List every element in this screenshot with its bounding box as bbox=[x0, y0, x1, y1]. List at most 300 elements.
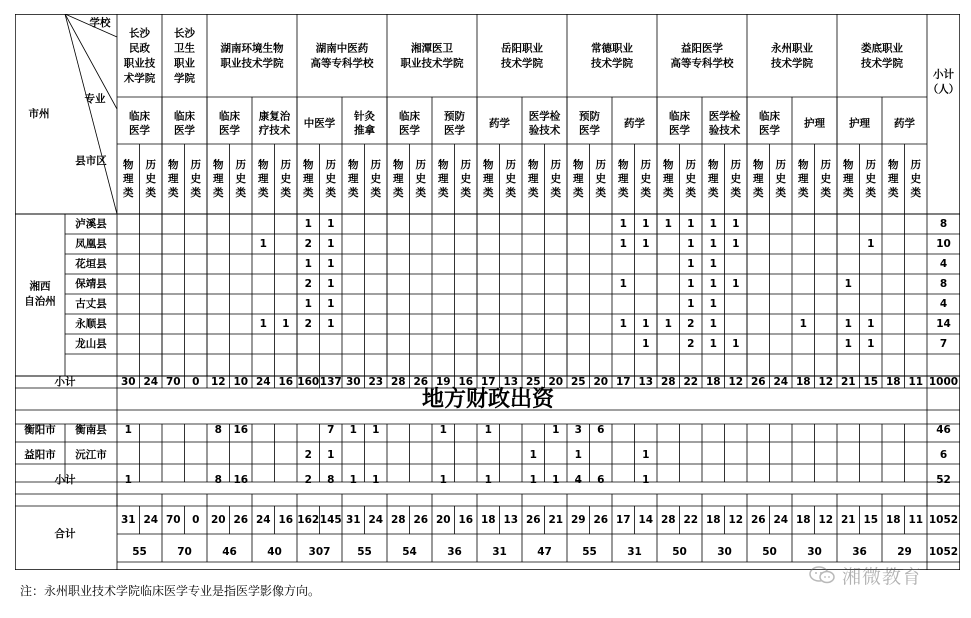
grand-cell: 20 bbox=[435, 514, 451, 526]
subtotal-cell: 16 bbox=[458, 376, 474, 388]
grand-cell: 0 bbox=[192, 514, 200, 526]
track-physics: 理 bbox=[168, 173, 179, 185]
track-physics: 理 bbox=[258, 173, 269, 185]
grand-cell: 13 bbox=[503, 514, 519, 526]
city-label: 衡阳市 bbox=[24, 424, 56, 436]
track-physics: 物 bbox=[618, 159, 629, 171]
major-name: 临床 bbox=[174, 110, 195, 123]
city-label: 益阳市 bbox=[24, 449, 56, 461]
school-name: 湘潭医卫 bbox=[411, 42, 453, 55]
track-history: 类 bbox=[415, 187, 426, 199]
subtotal-cell: 18 bbox=[885, 376, 901, 388]
subtotal-total: 1000 bbox=[928, 376, 959, 388]
quota-cell: 8 bbox=[214, 424, 222, 436]
track-history: 历 bbox=[370, 159, 381, 171]
enrollment-quota-table bbox=[15, 14, 960, 570]
track-history: 类 bbox=[775, 187, 786, 199]
grand-cell: 15 bbox=[863, 514, 879, 526]
track-physics: 理 bbox=[393, 173, 404, 185]
quota-cell: 1 bbox=[327, 318, 335, 330]
track-physics: 类 bbox=[168, 187, 179, 199]
grand-cell: 16 bbox=[278, 514, 294, 526]
subtotal-cell: 8 bbox=[214, 474, 222, 486]
school-name: 永州职业 bbox=[771, 42, 813, 55]
county-label: 凤凰县 bbox=[75, 238, 107, 250]
track-physics: 理 bbox=[213, 173, 224, 185]
major-sum: 55 bbox=[582, 546, 597, 558]
row-total: 6 bbox=[939, 449, 948, 461]
grand-cell: 21 bbox=[548, 514, 564, 526]
school-name: 术学院 bbox=[123, 72, 156, 85]
quota-cell: 1 bbox=[484, 424, 492, 436]
track-history: 历 bbox=[145, 159, 156, 171]
quota-cell: 1 bbox=[687, 258, 695, 270]
major-name: 医学 bbox=[174, 124, 195, 137]
watermark-text: 湘微教育 bbox=[842, 565, 923, 588]
quota-cell: 1 bbox=[327, 218, 335, 230]
quota-cell: 7 bbox=[327, 424, 335, 436]
subtotal-cell: 1 bbox=[642, 474, 650, 486]
track-physics: 物 bbox=[753, 159, 764, 171]
track-physics: 理 bbox=[573, 173, 584, 185]
track-physics: 类 bbox=[483, 187, 494, 199]
track-physics: 类 bbox=[213, 187, 224, 199]
track-physics: 类 bbox=[663, 187, 674, 199]
major-sum: 36 bbox=[447, 546, 462, 558]
quota-cell: 1 bbox=[372, 424, 380, 436]
track-history: 史 bbox=[505, 173, 516, 185]
major-sum: 54 bbox=[402, 546, 417, 558]
county-label: 花垣县 bbox=[75, 258, 107, 270]
grand-cell: 162 bbox=[297, 514, 320, 526]
quota-cell: 1 bbox=[687, 238, 695, 250]
track-history: 类 bbox=[640, 187, 651, 199]
track-physics: 物 bbox=[303, 159, 314, 171]
grand-cell: 17 bbox=[615, 514, 631, 526]
grand-cell: 28 bbox=[390, 514, 406, 526]
quota-cell: 1 bbox=[619, 218, 627, 230]
grand-cell: 12 bbox=[818, 514, 834, 526]
major-name: 医学 bbox=[444, 124, 465, 137]
track-history: 史 bbox=[280, 173, 291, 185]
grand-cell: 21 bbox=[840, 514, 856, 526]
school-name: 职业技术学院 bbox=[400, 57, 464, 70]
major-sum: 31 bbox=[492, 546, 507, 558]
track-physics: 物 bbox=[168, 159, 179, 171]
grand-cell: 26 bbox=[750, 514, 766, 526]
grand-total-label: 合计 bbox=[54, 528, 76, 540]
quota-cell: 3 bbox=[574, 424, 582, 436]
quota-cell: 1 bbox=[687, 218, 695, 230]
track-physics: 物 bbox=[528, 159, 539, 171]
major-name: 医学检 bbox=[528, 110, 561, 123]
subtotal-cell: 25 bbox=[570, 376, 586, 388]
major-name: 临床 bbox=[759, 110, 780, 123]
quota-cell: 1 bbox=[867, 318, 875, 330]
school-name: 民政 bbox=[129, 42, 150, 55]
grand-cell: 24 bbox=[368, 514, 384, 526]
track-history: 类 bbox=[325, 187, 336, 199]
track-history: 历 bbox=[280, 159, 291, 171]
track-physics: 类 bbox=[843, 187, 854, 199]
track-history: 类 bbox=[550, 187, 561, 199]
quota-cell: 1 bbox=[327, 238, 335, 250]
track-history: 历 bbox=[235, 159, 246, 171]
track-physics: 类 bbox=[798, 187, 809, 199]
major-name: 临床 bbox=[129, 110, 150, 123]
school-name: 常德职业 bbox=[591, 42, 633, 55]
track-physics: 物 bbox=[708, 159, 719, 171]
track-history: 历 bbox=[505, 159, 516, 171]
track-history: 史 bbox=[325, 173, 336, 185]
track-physics: 理 bbox=[663, 173, 674, 185]
quota-cell: 1 bbox=[844, 338, 852, 350]
quota-cell: 1 bbox=[732, 218, 740, 230]
county-label: 衡南县 bbox=[75, 424, 107, 436]
subtotal-cell: 24 bbox=[773, 376, 789, 388]
grand-total-2: 1052 bbox=[928, 546, 959, 558]
subtotal-cell: 24 bbox=[255, 376, 271, 388]
school-name: 高等专科学校 bbox=[310, 57, 374, 70]
major-sum: 30 bbox=[717, 546, 732, 558]
track-history: 史 bbox=[640, 173, 651, 185]
track-history: 历 bbox=[730, 159, 741, 171]
subtotal-cell: 17 bbox=[615, 376, 631, 388]
region-label: 湘西 bbox=[29, 280, 51, 293]
track-history: 史 bbox=[820, 173, 831, 185]
school-name: 高等专科学校 bbox=[670, 57, 734, 70]
subtotal-cell: 21 bbox=[840, 376, 856, 388]
quota-cell: 1 bbox=[529, 449, 537, 461]
quota-cell: 1 bbox=[619, 238, 627, 250]
major-name: 验技术 bbox=[528, 124, 561, 137]
track-history: 类 bbox=[190, 187, 201, 199]
quota-cell: 1 bbox=[844, 278, 852, 290]
track-history: 类 bbox=[865, 187, 876, 199]
quota-cell: 1 bbox=[732, 238, 740, 250]
track-history: 史 bbox=[235, 173, 246, 185]
subtotal-cell: 4 bbox=[574, 474, 582, 486]
quota-cell: 1 bbox=[619, 318, 627, 330]
grand-cell: 18 bbox=[885, 514, 901, 526]
track-physics: 理 bbox=[528, 173, 539, 185]
track-physics: 物 bbox=[438, 159, 449, 171]
subtotal-cell: 30 bbox=[120, 376, 136, 388]
quota-cell: 2 bbox=[687, 338, 695, 350]
quota-cell: 1 bbox=[282, 318, 290, 330]
county-label: 泸溪县 bbox=[75, 218, 107, 230]
subtotal-cell: 10 bbox=[233, 376, 249, 388]
track-physics: 类 bbox=[618, 187, 629, 199]
quota-cell: 1 bbox=[259, 318, 267, 330]
major-sum: 50 bbox=[672, 546, 687, 558]
major-name: 护理 bbox=[849, 117, 870, 130]
quota-cell: 1 bbox=[642, 338, 650, 350]
quota-cell: 1 bbox=[709, 338, 717, 350]
quota-cell: 1 bbox=[327, 449, 335, 461]
grand-cell: 20 bbox=[210, 514, 226, 526]
major-name: 临床 bbox=[399, 110, 420, 123]
row-total: 4 bbox=[939, 298, 948, 310]
track-physics: 理 bbox=[843, 173, 854, 185]
subtotal-cell: 160 bbox=[297, 376, 320, 388]
grand-cell: 16 bbox=[458, 514, 474, 526]
quota-cell: 1 bbox=[304, 258, 312, 270]
grand-cell: 26 bbox=[593, 514, 609, 526]
grand-cell: 18 bbox=[480, 514, 496, 526]
quota-cell: 1 bbox=[709, 298, 717, 310]
track-history: 历 bbox=[685, 159, 696, 171]
subtotal-cell: 0 bbox=[192, 376, 200, 388]
quota-cell: 1 bbox=[124, 424, 132, 436]
quota-cell: 1 bbox=[619, 278, 627, 290]
footnote: 注：永州职业技术学院临床医学专业是指医学影像方向。 bbox=[20, 584, 321, 598]
school-name: 娄底职业 bbox=[861, 42, 903, 55]
track-physics: 理 bbox=[798, 173, 809, 185]
track-history: 史 bbox=[595, 173, 606, 185]
major-name: 药学 bbox=[894, 117, 915, 130]
school-name: 技术学院 bbox=[861, 57, 903, 70]
track-history: 历 bbox=[910, 159, 921, 171]
major-sum: 40 bbox=[267, 546, 282, 558]
row-total: 46 bbox=[936, 424, 951, 436]
track-physics: 物 bbox=[213, 159, 224, 171]
major-sum: 31 bbox=[627, 546, 642, 558]
major-sum: 50 bbox=[762, 546, 777, 558]
major-sum: 55 bbox=[132, 546, 147, 558]
subtotal-label: 小计 bbox=[54, 376, 76, 388]
quota-cell: 1 bbox=[709, 278, 717, 290]
quota-cell: 6 bbox=[597, 424, 605, 436]
subtotal-cell: 2 bbox=[304, 474, 312, 486]
subtotal-cell: 20 bbox=[548, 376, 564, 388]
subtotal-cell: 12 bbox=[210, 376, 226, 388]
track-physics: 类 bbox=[123, 187, 134, 199]
grand-cell: 11 bbox=[908, 514, 924, 526]
subtotal-cell: 12 bbox=[728, 376, 744, 388]
track-history: 类 bbox=[460, 187, 471, 199]
subtotal-cell: 23 bbox=[368, 376, 384, 388]
grand-cell: 18 bbox=[795, 514, 811, 526]
major-sum: 30 bbox=[807, 546, 822, 558]
track-physics: 类 bbox=[573, 187, 584, 199]
major-name: 护理 bbox=[804, 117, 825, 130]
track-history: 史 bbox=[145, 173, 156, 185]
corner-city-label: 市州 bbox=[28, 108, 50, 120]
major-name: 预防 bbox=[579, 110, 600, 123]
track-physics: 理 bbox=[618, 173, 629, 185]
quota-cell: 1 bbox=[642, 218, 650, 230]
quota-cell: 16 bbox=[233, 424, 249, 436]
quota-cell: 2 bbox=[304, 449, 312, 461]
track-physics: 理 bbox=[483, 173, 494, 185]
subtotal-cell: 20 bbox=[593, 376, 609, 388]
quota-cell: 1 bbox=[259, 238, 267, 250]
grand-cell: 12 bbox=[728, 514, 744, 526]
major-name: 针灸 bbox=[354, 110, 375, 123]
subtotal-cell: 25 bbox=[525, 376, 541, 388]
grand-cell: 31 bbox=[120, 514, 136, 526]
quota-cell: 1 bbox=[327, 298, 335, 310]
county-label: 永顺县 bbox=[75, 318, 107, 330]
track-history: 史 bbox=[865, 173, 876, 185]
major-name: 临床 bbox=[669, 110, 690, 123]
subtotal-cell: 28 bbox=[660, 376, 676, 388]
school-name: 职业技 bbox=[123, 57, 156, 70]
track-history: 类 bbox=[505, 187, 516, 199]
track-physics: 类 bbox=[393, 187, 404, 199]
subtotal-cell: 18 bbox=[705, 376, 721, 388]
track-history: 史 bbox=[550, 173, 561, 185]
track-history: 历 bbox=[820, 159, 831, 171]
major-name: 中医学 bbox=[303, 117, 336, 130]
school-name: 技术学院 bbox=[501, 57, 543, 70]
track-physics: 物 bbox=[843, 159, 854, 171]
track-history: 类 bbox=[820, 187, 831, 199]
subtotal-cell: 1 bbox=[349, 474, 357, 486]
track-history: 史 bbox=[460, 173, 471, 185]
quota-cell: 1 bbox=[327, 278, 335, 290]
track-history: 史 bbox=[910, 173, 921, 185]
track-physics: 类 bbox=[528, 187, 539, 199]
track-history: 类 bbox=[280, 187, 291, 199]
school-name: 岳阳职业 bbox=[501, 42, 543, 55]
subtotal-cell: 16 bbox=[278, 376, 294, 388]
corner-major-label: 专业 bbox=[84, 93, 106, 105]
major-name: 药学 bbox=[624, 117, 645, 130]
subtotal-cell: 70 bbox=[165, 376, 181, 388]
quota-cell: 1 bbox=[732, 278, 740, 290]
subtotal-cell: 26 bbox=[413, 376, 429, 388]
row-total: 8 bbox=[939, 278, 948, 290]
quota-cell: 1 bbox=[867, 338, 875, 350]
track-physics: 物 bbox=[348, 159, 359, 171]
total-column-header: 小计 bbox=[933, 68, 954, 81]
quota-cell: 1 bbox=[687, 298, 695, 310]
major-name: 验技术 bbox=[708, 124, 741, 137]
quota-cell: 1 bbox=[709, 218, 717, 230]
quota-cell: 1 bbox=[664, 218, 672, 230]
track-history: 历 bbox=[865, 159, 876, 171]
grand-cell: 70 bbox=[165, 514, 181, 526]
major-sum: 47 bbox=[537, 546, 552, 558]
quota-cell: 1 bbox=[687, 278, 695, 290]
grand-cell: 145 bbox=[319, 514, 342, 526]
quota-cell: 2 bbox=[304, 238, 312, 250]
quota-cell: 1 bbox=[439, 424, 447, 436]
school-name: 卫生 bbox=[174, 42, 195, 55]
subtotal-cell: 1 bbox=[529, 474, 537, 486]
subtotal-cell: 24 bbox=[143, 376, 159, 388]
track-physics: 物 bbox=[393, 159, 404, 171]
subtotal-cell: 11 bbox=[908, 376, 924, 388]
school-name: 职业 bbox=[174, 57, 195, 70]
quota-cell: 1 bbox=[709, 238, 717, 250]
track-physics: 理 bbox=[123, 173, 134, 185]
subtotal-cell: 1 bbox=[552, 474, 560, 486]
track-physics: 物 bbox=[888, 159, 899, 171]
county-label: 沅江市 bbox=[75, 449, 107, 461]
grand-cell: 24 bbox=[143, 514, 159, 526]
track-history: 历 bbox=[190, 159, 201, 171]
quota-cell: 2 bbox=[687, 318, 695, 330]
major-sum: 55 bbox=[357, 546, 372, 558]
subtotal-cell: 28 bbox=[390, 376, 406, 388]
quota-cell: 1 bbox=[709, 258, 717, 270]
major-sum: 307 bbox=[308, 546, 331, 558]
track-physics: 物 bbox=[798, 159, 809, 171]
subtotal-cell: 13 bbox=[503, 376, 519, 388]
track-history: 类 bbox=[595, 187, 606, 199]
major-name: 医学 bbox=[579, 124, 600, 137]
track-history: 史 bbox=[415, 173, 426, 185]
major-name: 疗技术 bbox=[258, 124, 291, 137]
track-physics: 理 bbox=[888, 173, 899, 185]
subtotal-cell: 17 bbox=[480, 376, 496, 388]
county-label: 保靖县 bbox=[75, 278, 107, 290]
major-sum: 29 bbox=[897, 546, 912, 558]
subtotal-cell: 1 bbox=[124, 474, 132, 486]
major-name: 康复治 bbox=[258, 110, 291, 123]
track-physics: 理 bbox=[708, 173, 719, 185]
subtotal-cell: 1 bbox=[484, 474, 492, 486]
track-history: 历 bbox=[325, 159, 336, 171]
track-history: 历 bbox=[550, 159, 561, 171]
total-column-header: （人） bbox=[927, 83, 960, 96]
track-history: 史 bbox=[370, 173, 381, 185]
section-banner: 地方财政出资 bbox=[421, 387, 555, 412]
track-history: 史 bbox=[775, 173, 786, 185]
grand-cell: 24 bbox=[255, 514, 271, 526]
quota-cell: 1 bbox=[799, 318, 807, 330]
row-total: 8 bbox=[939, 218, 948, 230]
school-name: 学院 bbox=[174, 72, 195, 85]
quota-cell: 1 bbox=[844, 318, 852, 330]
quota-cell: 1 bbox=[732, 338, 740, 350]
quota-cell: 1 bbox=[574, 449, 582, 461]
quota-cell: 2 bbox=[304, 318, 312, 330]
subtotal-cell: 8 bbox=[327, 474, 335, 486]
row-total: 10 bbox=[936, 238, 951, 250]
track-physics: 类 bbox=[348, 187, 359, 199]
quota-cell: 1 bbox=[552, 424, 560, 436]
grand-cell: 24 bbox=[773, 514, 789, 526]
major-name: 医学检 bbox=[708, 110, 741, 123]
major-sum: 36 bbox=[852, 546, 867, 558]
school-name: 长沙 bbox=[129, 27, 150, 40]
quota-cell: 1 bbox=[709, 318, 717, 330]
row-total: 4 bbox=[939, 258, 948, 270]
subtotal-cell: 15 bbox=[863, 376, 879, 388]
subtotal-cell: 30 bbox=[345, 376, 361, 388]
subtotal-cell: 12 bbox=[818, 376, 834, 388]
school-name: 益阳医学 bbox=[681, 42, 723, 55]
track-history: 历 bbox=[460, 159, 471, 171]
region-label: 自治州 bbox=[24, 295, 56, 308]
subtotal-cell: 26 bbox=[750, 376, 766, 388]
county-label: 龙山县 bbox=[75, 338, 107, 350]
grand-cell: 26 bbox=[413, 514, 429, 526]
school-name: 职业技术学院 bbox=[220, 57, 284, 70]
grand-cell: 14 bbox=[638, 514, 654, 526]
major-name: 药学 bbox=[489, 117, 510, 130]
grand-cell: 22 bbox=[683, 514, 699, 526]
track-history: 历 bbox=[415, 159, 426, 171]
school-name: 技术学院 bbox=[771, 57, 813, 70]
major-name: 推拿 bbox=[354, 124, 375, 137]
subtotal-cell: 1 bbox=[372, 474, 380, 486]
quota-cell: 1 bbox=[642, 318, 650, 330]
